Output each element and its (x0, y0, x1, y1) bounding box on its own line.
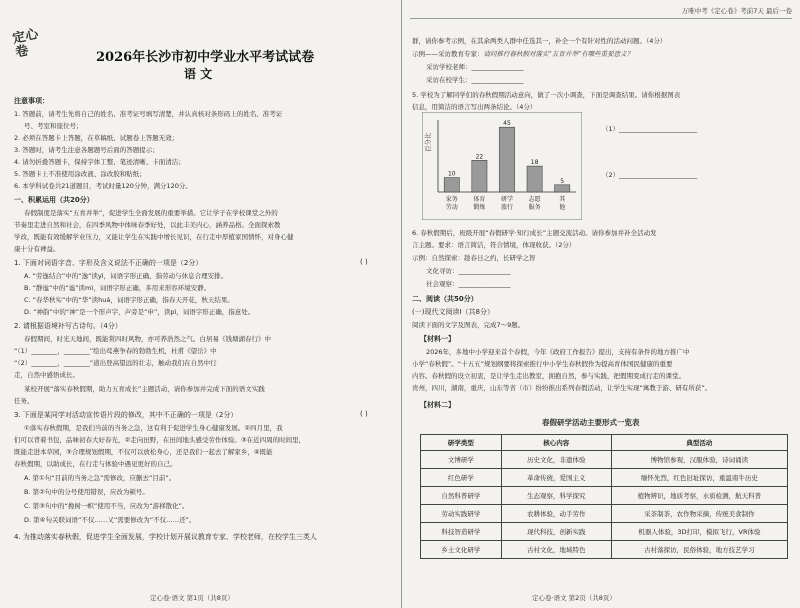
x-tick-label: 研学 (500, 196, 514, 203)
table-cell: 古村文化，地域特色 (501, 541, 611, 559)
q4-line: 群，请你参考示例，在其余两类人群中任选其一，补全一个有针对性的活动问题。（4分） (412, 37, 667, 45)
q4-example-label (412, 49, 633, 59)
q2-line: “（2）________，________”道出登高望远的壮志，触动我们在自然中行 (14, 359, 217, 367)
x-tick-label: 志愿 (528, 196, 541, 203)
table-header-cell: 核心内容 (501, 435, 611, 451)
x-tick-label: 服务 (528, 204, 541, 211)
q6-line: 言主题。要求：语言简洁，符合情境，体现收获。（2分） (412, 241, 576, 249)
bar-value-label: 18 (530, 159, 539, 167)
chart-bar (555, 185, 570, 192)
footer-page-number: 定心卷·语文 第2页（共8页） (532, 594, 616, 602)
subject-title: 语 文 (184, 67, 213, 81)
q6-line: 6. 春秋假期后，班级开展“春假研学·知行成长”主题交流活动。请你参加并补全活动发 (412, 229, 657, 237)
q4-example-prefix: 示例——采访教育专家： (412, 50, 484, 58)
table-header-row (421, 435, 788, 451)
q1-option: A. “劳逸结合”中的“逸”读yì，词语字形正确，指劳动与休息合理安排。 (24, 272, 228, 280)
q1-option: B. “静谧”中的“谧”读mì，词语字形正确，多用来形容环境安静。 (24, 284, 211, 292)
notice-item: 6. 本学科试卷共21道题目，考试时量120分钟，满分120分。 (14, 182, 192, 190)
exam-title: 2026年长沙市初中学业水平考试试卷 (96, 50, 315, 65)
x-tick-label: 家务 (445, 196, 458, 203)
q5-answer-2[interactable]: （2）________________________ (602, 171, 698, 179)
q3-line: 们可以背着书包，品味初春大好春光，②走向田野，在田间地头感受劳作体验。③在近四周的时间里， (14, 436, 306, 444)
table-row (421, 523, 788, 541)
intro-line: 节奏里走进自然和社会，在四季风物中体味春季好处，以此丰美内心，涵养品格。全面探索教 (14, 221, 281, 229)
q1-option: C. “春华秋实”中的“华”读huá，词语字形正确，指春天开花，秋天结果。 (24, 296, 234, 304)
q5-line: 信息，用简洁的语言写出两条结论。（4分） (412, 103, 537, 111)
subsection-heading: (一)现代文阅读Ⅰ（共8分） (412, 308, 494, 316)
table-cell: 植物辨识，地质考察，水质检测，航天科普 (611, 487, 787, 505)
section-heading: 一、积累运用（共20分） (14, 196, 94, 204)
chart-bar (499, 127, 514, 192)
q2-stem: 2. 请根据语境补写古诗句。（4分） (14, 322, 122, 330)
q4-blank-teacher[interactable]: 采访学校老师：________________ (426, 63, 524, 71)
table-header-cell: 典型活动 (611, 435, 787, 451)
table-cell: 自然科普研学 (421, 487, 502, 505)
bar-value-label: 5 (560, 177, 565, 185)
table-cell: 乡土文化研学 (421, 541, 502, 559)
q4-blank-student[interactable]: 采访在校学生：________________ (426, 76, 524, 84)
notice-item: 号、考室和座位号； (24, 122, 83, 130)
activity-line: 任务。 (14, 397, 34, 405)
q6-example: 示例：自然探索：趁春日之约，长研学之智 (412, 254, 536, 262)
table-cell: 革命传统，爱国主义 (501, 469, 611, 487)
material1-line: 2026年，多地中小学迎来首个春假，今年《政府工作报告》提出，支持有条件的地方推广中 (426, 348, 690, 356)
q3-line: 既能走进本草园，③合理规划假期，不仅可以放松身心，还是我们一起去了解家乡，④既能 (14, 448, 273, 456)
x-tick-label: 体育 (473, 196, 486, 203)
bar-value-label: 10 (447, 170, 456, 178)
table-row (421, 487, 788, 505)
intro-line: 春假制度是落实“五育并举”，促进学生全面发展的重要举措。它让学子在学校课堂之外的 (24, 209, 278, 217)
table-cell: 机器人体验，3D打印，模拟飞行，VR体验 (611, 523, 787, 541)
table-cell: 科技智造研学 (421, 523, 502, 541)
table-title: 春假研学活动主要形式一览表 (542, 418, 640, 427)
table-header-cell: 研学类型 (421, 435, 502, 451)
answer-bracket: ( ) (360, 258, 368, 266)
header-rule (410, 18, 792, 19)
table-cell: 历史文化，非遗体验 (501, 451, 611, 469)
q3-line: ①落实春秋假期，是我们当前的当务之急，这有利于促进学生身心健康发展。②四月里，我 (24, 424, 283, 432)
q4-example-answer: 请问推行春秋假对落实“五育并举”有哪些重要意义？ (483, 50, 634, 58)
q6-blank-society[interactable]: 社会观察：________________ (426, 280, 511, 288)
table-row (421, 469, 788, 487)
x-tick-label: 劳动 (445, 204, 458, 211)
q2-line: 春假期间，时光天地间，既能赏四时风物，亦可养浩然之气。白居易《钱塘湖春行》中 (24, 335, 271, 343)
table-cell: 农耕体验，动手劳作 (501, 505, 611, 523)
q4-stem: 4. 为推动落实春秋假，促进学生全面发展，学校计划开展议教育专家、学校老师，在校学生三类人 (14, 533, 317, 541)
footer-page-number: 定心卷·语文 第1页（共8页） (150, 594, 234, 602)
notice-item: 2. 必须在答题卡上答题，在草稿纸、试题卷上答题无效； (14, 134, 179, 142)
q3-option: B. 第②句中的分号使用错误，应改为顿号。 (24, 488, 149, 496)
intro-line: 学改，既能有效缓解学业压力，又能让学生在实践中增长见识，在行走中厚植家国情怀，对身心健 (14, 233, 294, 241)
q1-option: D. “神韵”中的“神”是一个形声字，声旁是“申”，读pì，词语字形正确，指意处。 (24, 308, 255, 316)
x-tick-label: 他 (559, 204, 566, 211)
q3-line: 春秋假期，以助成长，在行走与体验中遇见更好的自己。 (14, 460, 177, 468)
activity-table (420, 434, 788, 559)
table-cell: 博物馆参观，汉服体验，诗词诵读 (611, 451, 787, 469)
reading-intro: 阅读下面的文字及图表，完成7～9题。 (412, 321, 525, 329)
notice-item: 3. 答题时，请考生注意各题题号后面的答题提示； (14, 146, 159, 154)
q3-stem: 3. 下面是某同学对活动宣传语片段的修改，其中不正确的一项是（2分） (14, 411, 238, 419)
table-cell: 古村落探访，民俗体验，地方技艺学习 (611, 541, 787, 559)
material-label: 【材料二】 (420, 401, 455, 409)
q1-stem: 1. 下面对词语字音、字形及含义说法不正确的一项是（2分） (14, 259, 203, 267)
q5-line: 5. 学校为了解同学们的春秋假期活动意向，做了一次小调查，下面是调查结果。请你根据图表 (412, 91, 681, 99)
table-row (421, 541, 788, 559)
bar-chart (422, 112, 582, 220)
q3-option: C. 第③句中的“挽树一帜”使用不当，应改为“游移散化”。 (24, 502, 189, 510)
answer-bracket: ( ) (360, 410, 368, 418)
bar-value-label: 22 (475, 153, 484, 161)
material1-line: 内容。春秋假的设立初衷，是让学生走出教室，拥抱自然，参与实践，把假期变成行走的课堂。 (412, 372, 685, 380)
y-axis-label: 百分比 (424, 132, 432, 152)
bar-value-label: 45 (503, 120, 511, 128)
q3-option: D. 第④句关联词语“不仅……又”需要修改为“不仅……还”。 (24, 516, 196, 524)
header-series: 万唯中考《定心卷》考前7天 最后一卷 (681, 7, 792, 15)
table-cell: 劳动实践研学 (421, 505, 502, 523)
table-cell: 采茶制茶，农作物采摘，传统美食制作 (611, 505, 787, 523)
notice-heading: 注意事项： (14, 97, 49, 105)
table-cell: 红色研学 (421, 469, 502, 487)
table-cell: 文博研学 (421, 451, 502, 469)
q2-line: “（1）________，________”绘出莺燕争春的勃勃生机，杜甫《望岳》中 (14, 347, 217, 355)
page-right (402, 0, 800, 608)
activity-line: 某校开展“落实春秋假期，助力五育成长”主题活动，请你参加并完成下面的语文实践 (24, 385, 265, 393)
table-cell: 现代科技，创新实践 (501, 523, 611, 541)
table-row (421, 451, 788, 469)
chart-bar (527, 166, 542, 192)
chart-bar (444, 178, 459, 192)
table-cell: 缅怀先烈，红色旧址探访，重温南牛历史 (611, 469, 787, 487)
q5-answer-1[interactable]: （1）________________________ (602, 125, 698, 133)
x-tick-label: 其 (559, 196, 566, 203)
q3-option: A. 第①句“目前的当务之急”需修改，应删去“目前”。 (24, 474, 176, 482)
q6-blank-culture[interactable]: 文化寻访：________________ (426, 267, 511, 275)
x-tick-label: 旅行 (500, 204, 514, 211)
notice-item: 5. 答题卡上不准使用涂改液、涂改胶和贴纸； (14, 170, 146, 178)
stamp-logo: 定心卷 (11, 26, 40, 61)
intro-line: 康十分有裨益。 (14, 245, 60, 253)
material-label: 【材料一】 (420, 335, 455, 343)
table-cell: 生态观察，科学探究 (501, 487, 611, 505)
x-tick-label: 锻炼 (473, 204, 486, 211)
notice-item: 1. 答题前，请考生先将自己的姓名、准考证号填写清楚，并认真核对条形码上的姓名、准考证 (14, 110, 283, 118)
notice-item: 4. 请勿折叠答题卡，保持字体工整、笔迹清晰、卡面清洁； (14, 158, 185, 166)
material1-line: 小学“春秋假”。“十五五”规划纲要将探索推行中小学生春秋假作为提高育体国民健康的重要 (412, 360, 673, 368)
material1-line: 贵州，四川，湖南，重庆，山东等省（市）纷纷推出系列春假活动，让学生实现“寓教于游、研有所获”。 (412, 384, 712, 392)
table-row (421, 505, 788, 523)
section-heading: 二、阅读（共50分） (412, 295, 478, 303)
q2-line: 走，自然中感悟成长。 (14, 371, 79, 379)
chart-bar (472, 160, 487, 192)
